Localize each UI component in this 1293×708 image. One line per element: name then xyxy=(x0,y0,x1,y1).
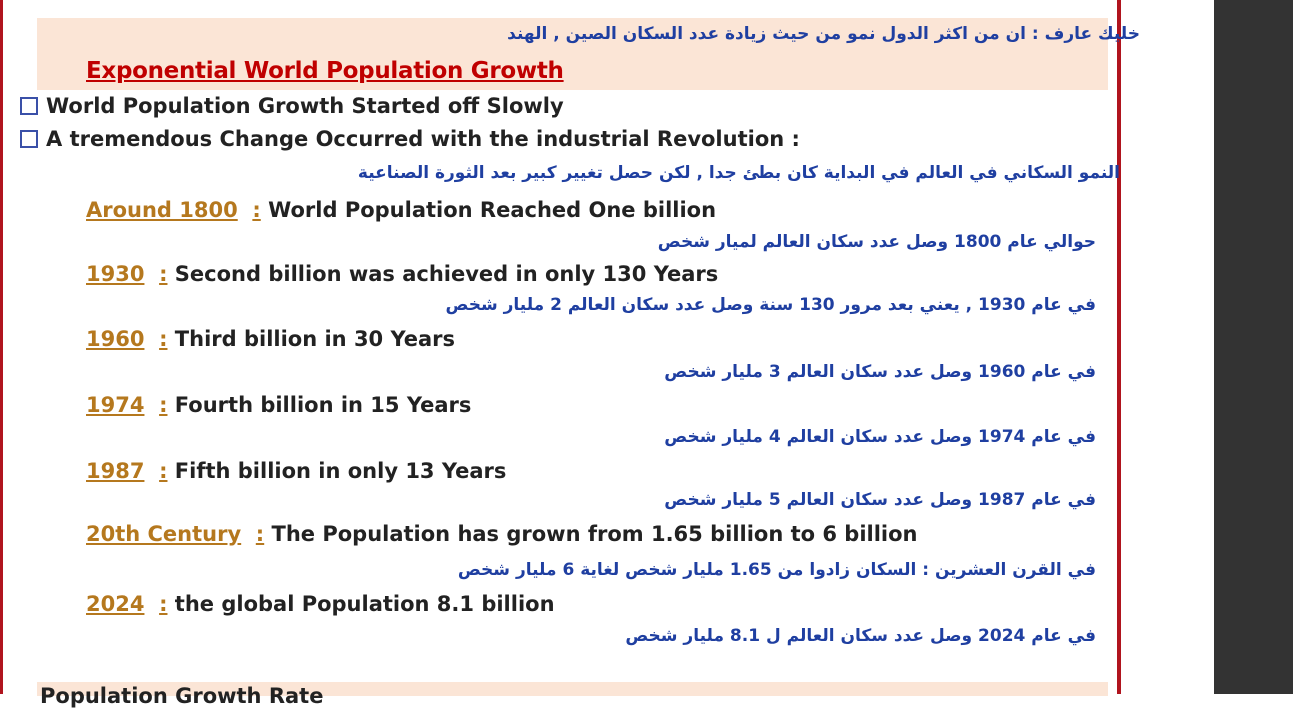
checkbox-icon xyxy=(20,130,38,148)
bullet-text: A tremendous Change Occurred with the industrial Revolution : xyxy=(46,127,800,151)
timeline-row xyxy=(86,393,471,417)
page-title: Exponential World Population Growth xyxy=(86,58,564,84)
timeline-text: the global Population 8.1 billion xyxy=(174,592,555,616)
timeline-arabic: في القرن العشرين : السكان زادوا من 1.65 مليار شخص لغاية 6 مليار شخص xyxy=(457,560,1096,580)
timeline-text: Fifth billion in only 13 Years xyxy=(174,459,507,483)
timeline-text: The Population has grown from 1.65 billion to 6 billion xyxy=(271,522,918,546)
bullet-item xyxy=(20,94,564,118)
timeline-year: 20th Century : xyxy=(86,522,265,546)
bullet-text: World Population Growth Started off Slowly xyxy=(46,94,564,118)
left-frame-border xyxy=(0,0,3,694)
timeline-arabic: حوالي عام 1800 وصل عدد سكان العالم لميار شخص xyxy=(657,232,1096,252)
timeline-arabic: في عام 1930 , يعني بعد مرور 130 سنة وصل عدد سكان العالم 2 مليار شخص xyxy=(445,295,1096,315)
timeline-row xyxy=(86,262,718,286)
timeline-year: 1974 : xyxy=(86,393,168,417)
timeline-text: Second billion was achieved in only 130 Years xyxy=(174,262,719,286)
right-frame-border xyxy=(1117,0,1121,694)
timeline-text: Third billion in 30 Years xyxy=(174,327,456,351)
timeline-row xyxy=(86,459,506,483)
timeline-row xyxy=(86,327,455,351)
tip-arabic: خليك عارف : ان من اكثر الدول نمو من حيث زيادة عدد السكان الصين , الهند xyxy=(507,24,1140,44)
checkbox-icon xyxy=(20,97,38,115)
bullet-arabic: النمو السكاني في العالم في البداية كان بطئ جدا , لكن حصل تغيير كبير بعد الثورة الصناعية xyxy=(357,163,1120,183)
timeline-row xyxy=(86,592,555,616)
timeline-year: Around 1800 : xyxy=(86,198,261,222)
side-panel xyxy=(1214,0,1293,694)
timeline-text: World Population Reached One billion xyxy=(268,198,717,222)
timeline-arabic: في عام 1960 وصل عدد سكان العالم 3 مليار شخص xyxy=(664,362,1096,382)
timeline-text: Fourth billion in 15 Years xyxy=(174,393,472,417)
timeline-year: 1930 : xyxy=(86,262,168,286)
timeline-arabic: في عام 1974 وصل عدد سكان العالم 4 مليار شخص xyxy=(664,427,1096,447)
timeline-year: 1987 : xyxy=(86,459,168,483)
timeline-arabic: في عام 1987 وصل عدد سكان العالم 5 مليار شخص xyxy=(664,490,1096,510)
timeline-year: 2024 : xyxy=(86,592,168,616)
bullet-item xyxy=(20,127,800,151)
timeline-row xyxy=(86,522,918,546)
timeline-arabic: في عام 2024 وصل عدد سكان العالم ل 8.1 مليار شخص xyxy=(625,626,1096,646)
timeline-row xyxy=(86,198,716,222)
timeline-year: 1960 : xyxy=(86,327,168,351)
section-heading: Population Growth Rate xyxy=(40,684,324,708)
